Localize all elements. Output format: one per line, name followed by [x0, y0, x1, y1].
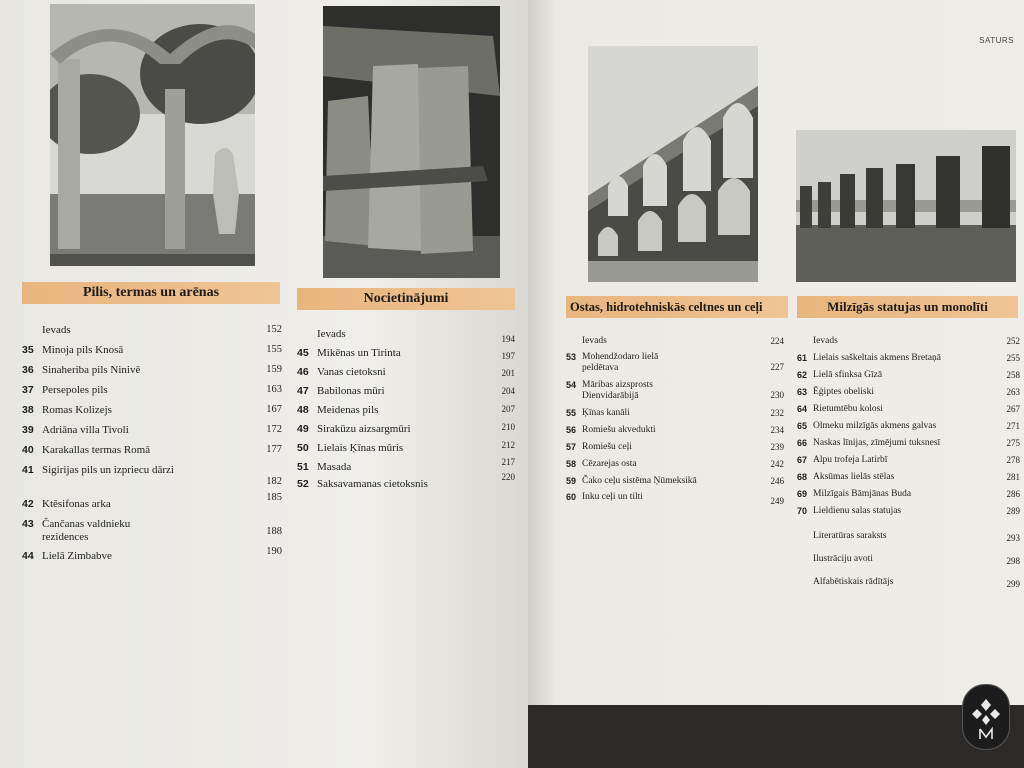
toc-list-fortifications [297, 326, 515, 496]
toc-entry[interactable]: Ievads 152 [42, 324, 282, 336]
toc-entry[interactable]: 41 Sigirijas pils un izpriecu dārzi 182 [22, 464, 282, 487]
toc-entry[interactable]: 46 Vanas cietoksni 201 [297, 366, 515, 378]
toc-entry[interactable]: 70 Lieldienu salas statujas 289 [797, 506, 1020, 516]
photo-aqueduct [588, 46, 758, 282]
toc-entry[interactable]: 66 Naskas līnijas, zīmējumi tuksnesī 275 [797, 438, 1020, 448]
toc-entry[interactable]: 49 Sirakūzu aizsargmūri 210 [297, 422, 515, 435]
toc-entry[interactable]: 45 Mikēnas un Tirinta 197 [297, 347, 515, 361]
toc-entry[interactable]: 38 Romas Kolizejs 167 [22, 404, 282, 416]
toc-entry[interactable]: 54 Māribas aizsprosts Dienvidarābijā 230 [566, 380, 784, 401]
toc-entry[interactable]: 56 Romiešu akvedukti 234 [566, 425, 784, 435]
section-title-fortifications: Nocietinājumi [297, 288, 515, 310]
toc-entry[interactable]: 37 Persepoles pils 163 [22, 384, 282, 396]
section-title-statues: Milzīgās statujas un monolīti [797, 296, 1018, 318]
toc-entry[interactable]: 60 Inku ceļi un tilti 249 [566, 492, 784, 506]
toc-entry[interactable]: 63 Ēģiptes obeliski 263 [797, 387, 1020, 397]
toc-entry[interactable]: Literatūras saraksts 293 [813, 531, 1020, 543]
toc-entry[interactable]: 57 Romiešu ceļi 239 [566, 442, 784, 452]
toc-entry[interactable]: 40 Karakallas termas Romā 177 [22, 444, 282, 456]
toc-entry[interactable]: 44 Lielā Zimbabve 190 [22, 546, 282, 562]
toc-entry[interactable]: 48 Meidenas pils 207 [297, 404, 515, 416]
toc-entry[interactable]: 67 Alpu trofeja Latirbī 278 [797, 455, 1020, 465]
toc-entry[interactable]: 42 Ktēsifonas arka 185 [22, 492, 282, 510]
toc-entry[interactable]: Ilustrāciju avoti 298 [813, 554, 1020, 566]
toc-entry[interactable]: 68 Aksūmas lielās stēlas 281 [797, 472, 1020, 482]
section-title-harbors: Ostas, hidrotehniskās celtnes un ceļi [566, 296, 788, 318]
photo-villa-arches [50, 4, 255, 266]
toc-entry[interactable]: 59 Čako ceļu sistēma Ņūmeksikā 246 [566, 476, 784, 486]
toc-entry[interactable]: 43 Čančanas valdnieku rezidences 188 [22, 518, 282, 543]
toc-entry[interactable]: 55 Ķīnas kanāli 232 [566, 408, 784, 418]
toc-entry[interactable]: Alfabētiskais rādītājs 299 [813, 577, 1020, 589]
toc-entry[interactable]: 51 Masada 217 [297, 457, 515, 473]
toc-entry[interactable]: 58 Cēzarejas osta 242 [566, 459, 784, 469]
toc-entry[interactable]: Ievads 252 [813, 336, 1020, 346]
photo-fortress-walls [323, 6, 500, 278]
toc-list-palaces [22, 322, 282, 572]
toc-entry[interactable]: 53 Mohendžodaro lielā peldētava 227 [566, 352, 784, 373]
toc-entry[interactable]: 39 Adriāna villa Tivoli 172 [22, 424, 282, 436]
toc-entry[interactable]: 47 Babilonas mūri 204 [297, 385, 515, 397]
toc-entry[interactable]: 69 Milzīgais Bāmjānas Buda 286 [797, 489, 1020, 499]
toc-entry[interactable]: 61 Lielais saškeltais akmens Bretaņā 255 [797, 353, 1020, 363]
toc-entry[interactable]: 62 Lielā sfinksa Gīzā 258 [797, 370, 1020, 380]
toc-entry[interactable]: 50 Lielais Ķīnas mūris 212 [297, 440, 515, 454]
toc-list-harbors [566, 334, 784, 514]
toc-list-statues [797, 334, 1020, 594]
toc-entry[interactable]: 36 Sinaheriba pils Ninivē 159 [22, 364, 282, 376]
section-title-palaces: Pilis, termas un arēnas [22, 282, 280, 304]
photo-moai-statues [796, 130, 1016, 282]
toc-entry[interactable]: 35 Minoja pils Knosā 155 [22, 344, 282, 356]
diamond-logo-icon [962, 684, 1010, 750]
section-mark: SATURS [979, 36, 1014, 45]
toc-entry[interactable]: Ievads 224 [582, 336, 784, 346]
toc-entry[interactable]: 64 Rietumtēbu kolosi 267 [797, 404, 1020, 414]
toc-entry[interactable]: 52 Saksavamanas cietoksnis 220 [297, 472, 515, 490]
toc-entry[interactable]: 65 Olmeku milzīgās akmens galvas 271 [797, 421, 1020, 431]
toc-entry[interactable]: Ievads 194 [317, 328, 515, 344]
